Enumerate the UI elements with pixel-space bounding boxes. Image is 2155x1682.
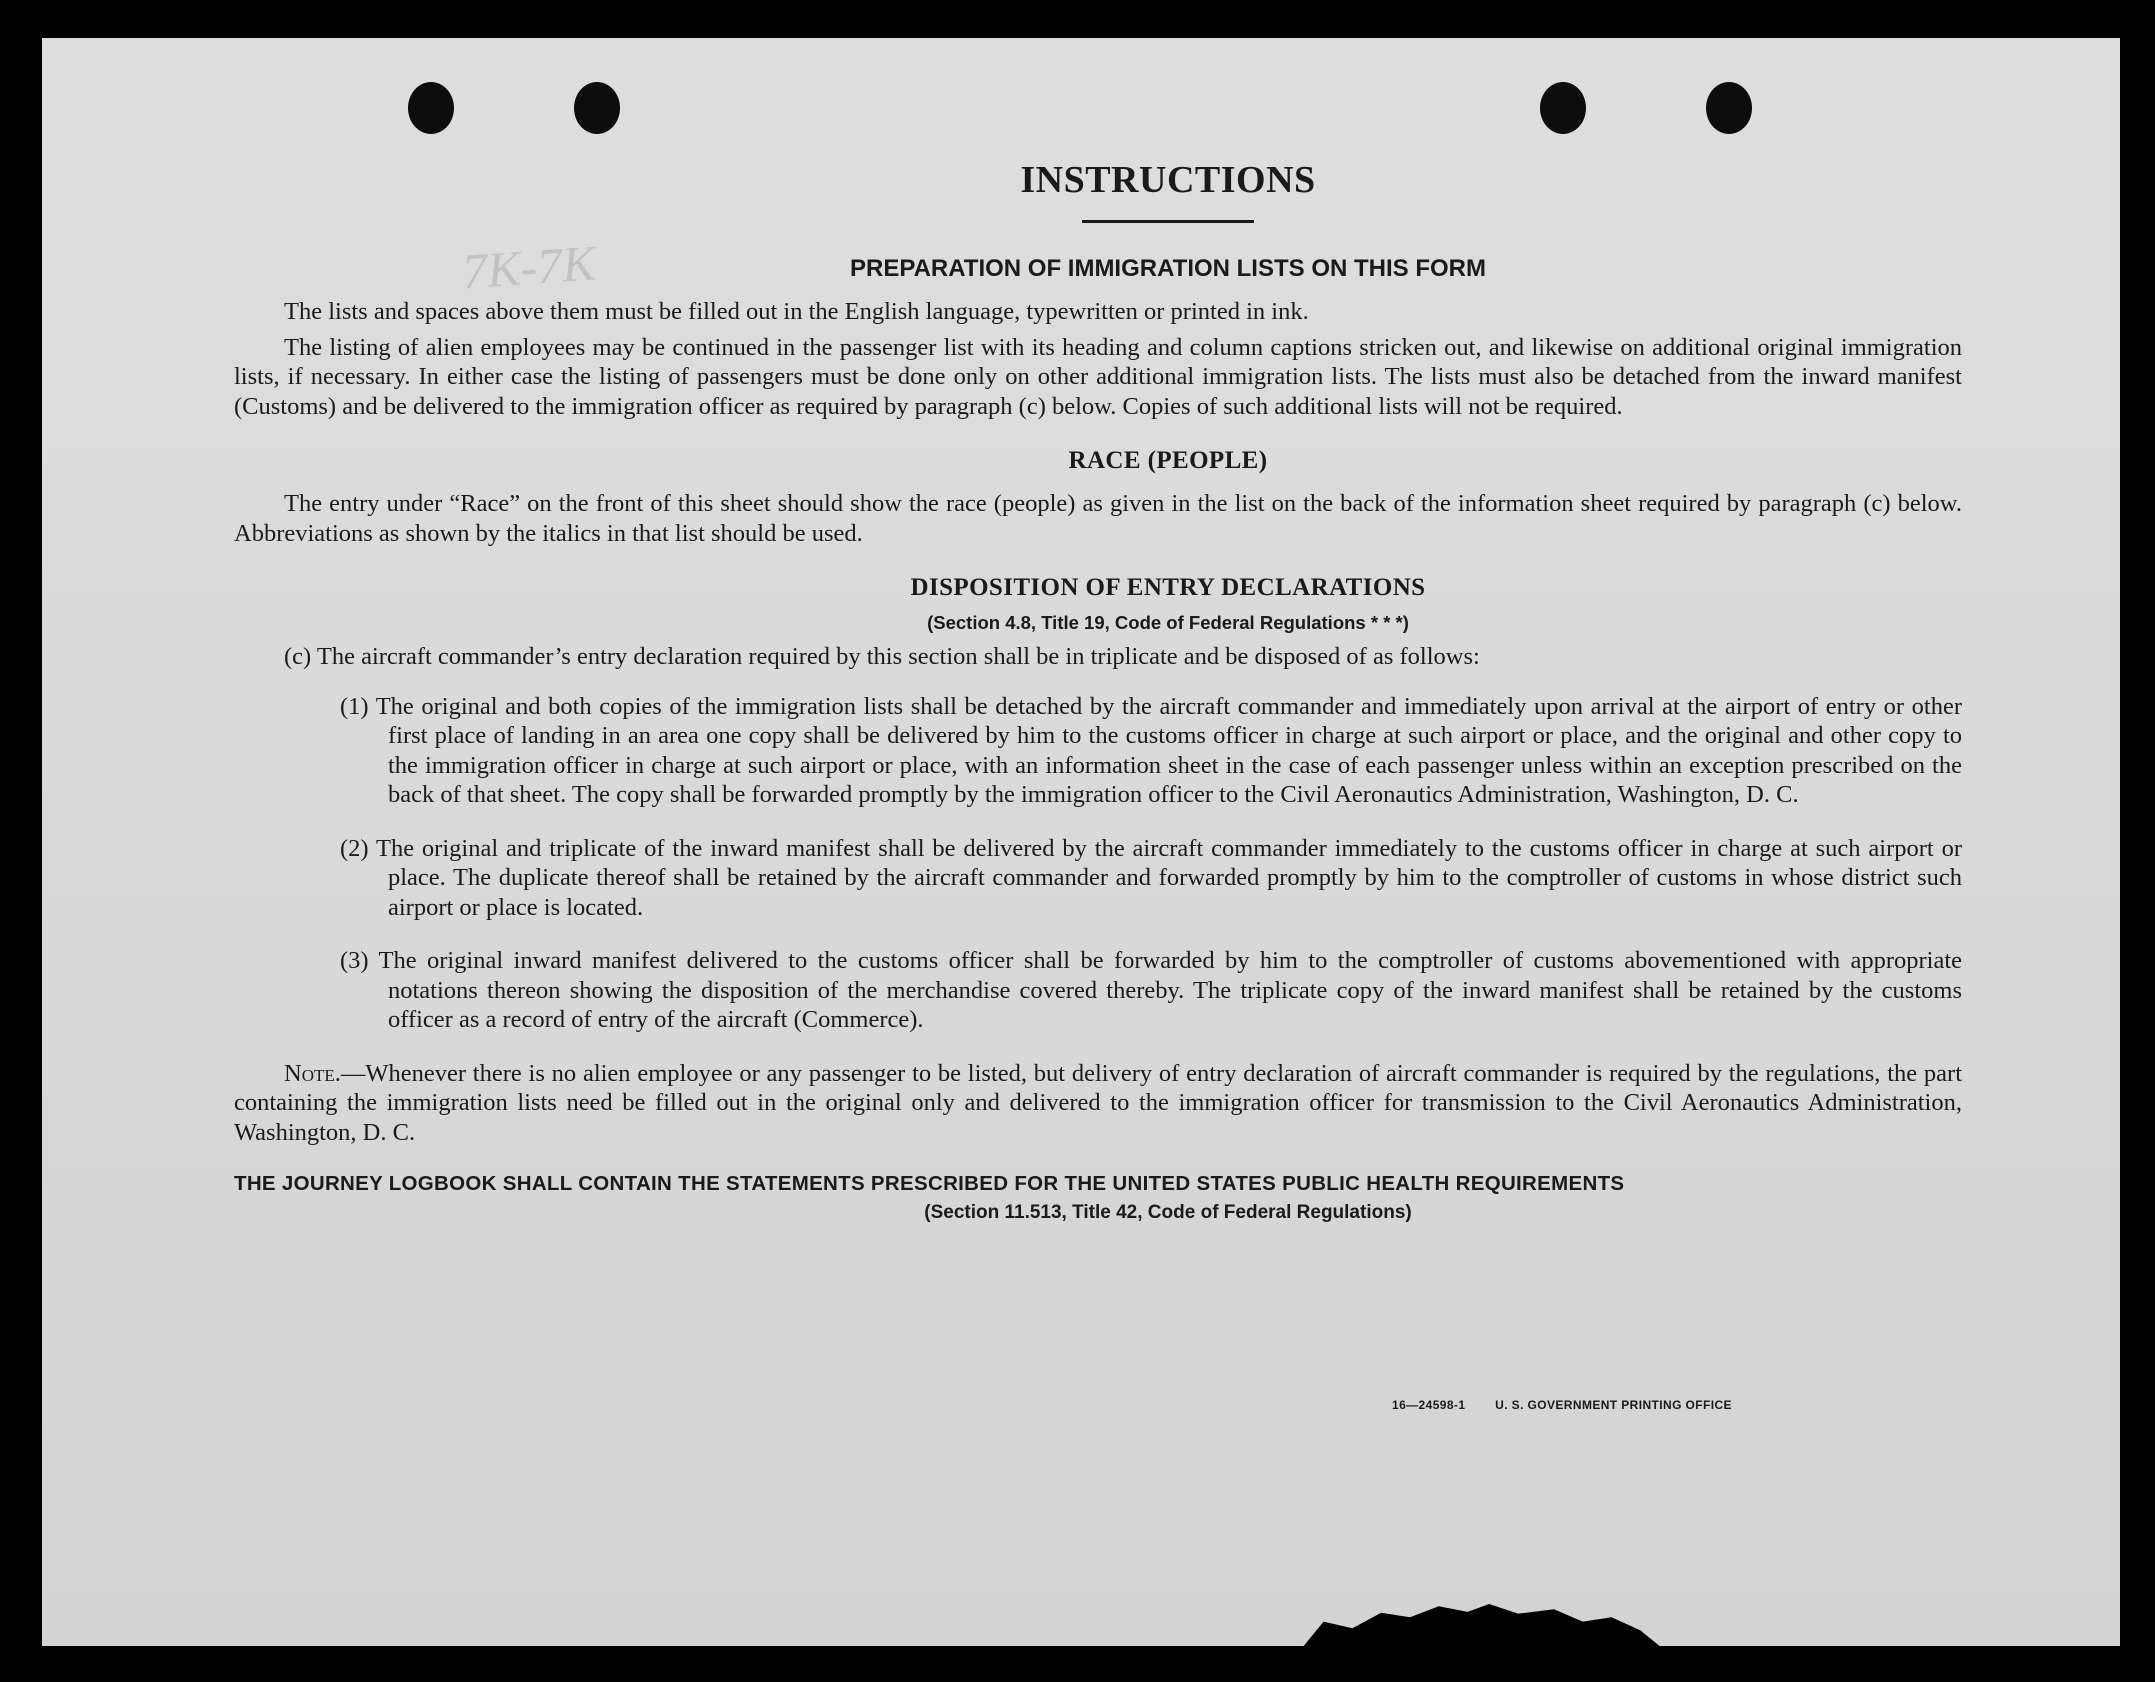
document-body	[234, 158, 1962, 1224]
form-number: 16—24598-1	[1392, 1398, 1466, 1412]
torn-edge	[1302, 1604, 1662, 1648]
paragraph-intro-c: (c) The aircraft commander’s entry declaration required by this section shall be in triplicate and be disposed of as follows:	[284, 643, 1480, 670]
note-paragraph	[234, 1059, 1962, 1148]
pencil-mark: 7K-7K	[460, 234, 598, 300]
list-item: (1) The original and both copies of the immigration lists shall be detached by the aircraft commander and immediately upon arrival at the airport of entry or other first place of landing in an area one copy shall be delivered by him to the customs officer in charge at such airport or place, and the original and other copy to the immigration officer in charge at such airport or place, with an information sheet in the case of each passenger unless within an exception prescribed on the back of that sheet. The copy shall be forwarded promptly by the immigration officer to the Civil Aeronautics Administration, Washington, D. C.	[340, 692, 1962, 808]
paragraph-alien-employees: The listing of alien employees may be continued in the passenger list with its heading and column captions stricken out, and likewise on additional original immigration lists, if necessary. In either case the listing of passengers must be done only on other additional immigration lists. The lists must also be detached from the inward manifest (Customs) and be delivered to the immigration officer as required by paragraph (c) below. Copies of such additional lists will not be required.	[234, 333, 1962, 420]
note-lead: Note.	[284, 1059, 341, 1087]
list-item: (3) The original inward manifest delivered to the customs officer shall be forwarded by him to the comptroller of customs abovementioned with appropriate notations thereon showing the disposition of the merchandise covered thereby. The triplicate copy of the inward manifest shall be retained by the customs officer as a record of entry of the aircraft (Commerce).	[340, 947, 1962, 1033]
note-text: —Whenever there is no alien employee or any passenger to be listed, but delivery of entry declaration of aircraft commander is required by the regulations, the part containing the immigration lists need be filled out in the original only and delivered to the immigration officer for transmission to the Civil Aeronautics Administration, Washington, D. C.	[234, 1059, 1962, 1146]
paragraph-language: The lists and spaces above them must be filled out in the English language, typewritten or printed in ink.	[284, 298, 1309, 325]
logbook-citation: (Section 11.513, Title 42, Code of Federal Regulations)	[924, 1201, 1412, 1223]
printing-office: U. S. GOVERNMENT PRINTING OFFICE	[1495, 1398, 1732, 1412]
punch-hole	[408, 82, 454, 134]
punch-hole	[574, 82, 620, 134]
paragraph-race: The entry under “Race” on the front of this sheet should show the race (people) as given in the list on the back of the information sheet required by paragraph (c) below. Abbreviations as shown by the italics in that list should be used.	[234, 490, 1962, 547]
document-page	[42, 38, 2120, 1646]
section-heading-disposition: DISPOSITION OF ENTRY DECLARATIONS	[910, 574, 1426, 601]
printer-imprint	[1392, 1398, 1758, 1412]
punch-hole	[1540, 82, 1586, 134]
title-underline	[1082, 220, 1254, 223]
section-heading-race: RACE (PEOPLE)	[1068, 447, 1268, 474]
section-citation: (Section 4.8, Title 19, Code of Federal Regulations * * *)	[927, 612, 1409, 633]
logbook-statement: THE JOURNEY LOGBOOK SHALL CONTAIN THE STATEMENTS PRESCRIBED FOR THE UNITED STATES PUBLIC HEALTH REQUIREMENTS	[234, 1171, 1625, 1195]
page-title: INSTRUCTIONS	[1020, 159, 1316, 201]
list-item: (2) The original and triplicate of the inward manifest shall be delivered by the aircraft commander immediately to the customs officer in charge at such airport or place. The duplicate thereof shall be retained by the aircraft commander and forwarded promptly by him to the comptroller of customs in whose district such airport or place is located.	[340, 834, 1962, 921]
punch-hole	[1706, 82, 1752, 134]
section-heading-preparation: PREPARATION OF IMMIGRATION LISTS ON THIS FORM	[850, 255, 1486, 282]
